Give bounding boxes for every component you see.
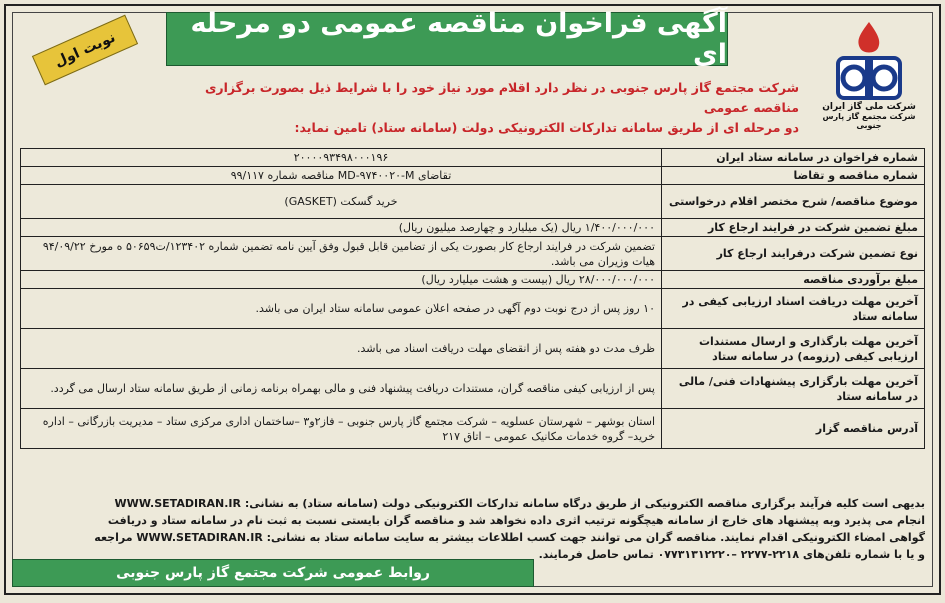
page-title: آگهی فراخوان مناقصه عمومی دو مرحله ای (190, 8, 727, 70)
row-label: شماره مناقصه و تقاضا (662, 167, 925, 185)
setad-link-2[interactable]: WWW.SETADIRAN.IR (136, 531, 263, 544)
title-banner (166, 8, 728, 70)
table-row (21, 167, 925, 185)
nigc-logo (819, 18, 919, 136)
footer-text-2: انجام می پذیرد وبه پیشنهاد های خارج از سامانه هیچگونه ترتیب اثری داده نخواهد شد و مناقصه گران بایستی نسبت به ثبت نام در سامانه ستاد و دریافت (107, 514, 925, 527)
flame-logo-icon (830, 18, 908, 100)
tender-details-table (20, 148, 925, 449)
row-value: ۲۸/۰۰۰/۰۰۰/۰۰۰ ریال (بیست و هشت میلیارد ریال) (21, 271, 662, 289)
public-relations-banner (12, 559, 534, 587)
row-value: ظرف مدت دو هفته پس از انقضای مهلت دریافت اسناد می باشد. (21, 329, 662, 369)
row-value: ۱۰ روز پس از درج نوبت دوم آگهی در صفحه اعلان عمومی سامانه ستاد ایران می باشد. (21, 289, 662, 329)
row-label: مبلغ برآوردی مناقصه (662, 271, 925, 289)
advertisement-page (4, 4, 941, 595)
company-name-2: شرکت مجتمع گاز پارس جنوبی (822, 112, 916, 130)
company-name-1: شرکت ملی گاز ایران (822, 102, 916, 112)
row-label: آدرس مناقصه گزار (662, 409, 925, 449)
row-label: مبلغ تضمین شرکت در فرایند ارجاع کار (662, 219, 925, 237)
footer-text-3: گواهی امضاء الکترونیکی اقدام نمایند. مناقصه گران می توانند جهت کسب اطلاعات بیشتر به سایت سامانه ستاد به نشانی: (266, 531, 925, 544)
table-row (21, 271, 925, 289)
row-label: شماره فراخوان در سامانه ستاد ایران (662, 149, 925, 167)
public-relations-text: روابط عمومی شرکت مجتمع گاز پارس جنوبی (116, 565, 430, 581)
setad-link-1[interactable]: WWW.SETADIRAN.IR (114, 497, 241, 510)
row-value: ۲۰۰۰۰۹۳۴۹۸۰۰۰۱۹۶ (21, 149, 662, 167)
footer-text-4: مراجعه (94, 531, 133, 544)
table-row (21, 219, 925, 237)
first-round-badge (20, 22, 136, 82)
table-row (21, 289, 925, 329)
intro-line-2: دو مرحله ای از طریق سامانه تدارکات الکترونیکی دولت (سامانه ستاد) تامین نماید: (294, 120, 799, 135)
row-value: استان بوشهر – شهرستان عسلویه – شرکت مجتمع گاز پارس جنوبی – فاز۲و۳ –ساختمان اداری مرکزی ستاد – مدیریت بازرگانی – اداره خرید– گروه خدمات مکانیک عمومی – اتاق ۲۱۷ (21, 409, 662, 449)
table-row (21, 185, 925, 219)
intro-line-1: شرکت مجتمع گاز پارس جنوبی در نظر دارد اقلام مورد نیاز خود را با شرایط ذیل بصورت برگزاری مناقصه عمومی (204, 80, 799, 115)
footer-text-1: بدیهی است کلیه فرآیند برگزاری مناقصه الکترونیکی از طریق درگاه سامانه تدارکات الکترونیکی دولت (سامانه ستاد) به نشانی: (244, 497, 925, 510)
row-label: نوع تضمین شرکت درفرایند ارجاع کار (662, 237, 925, 271)
table-row (21, 409, 925, 449)
table-row (21, 329, 925, 369)
row-value: تضمین شرکت در فرایند ارجاع کار بصورت یکی از تضامین قابل قبول وفق آیین نامه تضمین شماره ۱۲۳۴۰۲/ت۵۰۶۵۹ ه مورخ ۹۴/۰۹/۲۲ هیات وزیران می باشد. (21, 237, 662, 271)
row-label: موضوع مناقصه/ شرح مختصر اقلام درخواستی (662, 185, 925, 219)
table-row (21, 369, 925, 409)
row-label: آخرین مهلت دریافت اسناد ارزیابی کیفی در سامانه ستاد (662, 289, 925, 329)
row-label: آخرین مهلت بارگزاری پیشنهادات فنی/ مالی در سامانه ستاد (662, 369, 925, 409)
table-row (21, 237, 925, 271)
intro-paragraph (156, 78, 799, 138)
footer-paragraph (20, 495, 925, 563)
footer-text-5: و یا با شماره تلفن‌های ۲۲۱۸-۲۲۷۷ –۰۷۷۳۱۳۱۲۲۲۰ تماس حاصل فرمایند. (538, 548, 925, 561)
row-value: پس از ارزیابی کیفی مناقصه گران، مستندات دریافت پیشنهاد فنی و مالی بهمراه برنامه زمانی از طریق سامانه ستاد ارسال می گردد. (21, 369, 662, 409)
row-value: خرید گسکت (GASKET) (21, 185, 662, 219)
badge-text: نوبت اول (52, 29, 118, 71)
row-label: آخرین مهلت بارگذاری و ارسال مستندات ارزیابی کیفی (رزومه) در سامانه ستاد (662, 329, 925, 369)
table-row (21, 149, 925, 167)
row-value: ۱/۴۰۰/۰۰۰/۰۰۰ ریال (یک میلیارد و چهارصد میلیون ریال) (21, 219, 662, 237)
row-value: تقاضای MD-۹۷۴۰۰۲۰-M مناقصه شماره ۹۹/۱۱۷ (21, 167, 662, 185)
